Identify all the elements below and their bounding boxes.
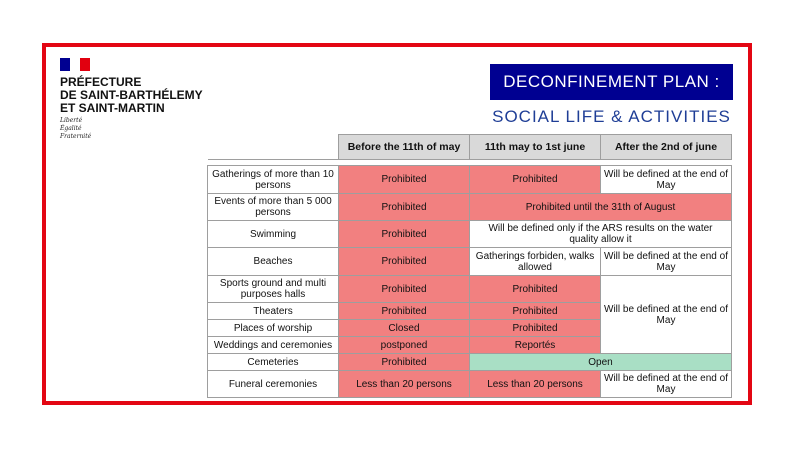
cell-mid: Prohibited	[470, 303, 601, 320]
cell-before: Prohibited	[339, 303, 470, 320]
motto-egalite: Égalité	[60, 125, 82, 132]
table-row	[208, 276, 732, 303]
cell-before: postponed	[339, 337, 470, 354]
cell-before: Prohibited	[339, 221, 470, 248]
cell-before: Prohibited	[339, 194, 470, 221]
cell-before: Closed	[339, 320, 470, 337]
column-header-after: After the 2nd of june	[601, 135, 732, 160]
activity-swimming: Swimming	[208, 221, 339, 248]
activity-beaches: Beaches	[208, 248, 339, 276]
cell-after-group: Will be defined at the end of May	[601, 276, 732, 354]
cell-after: Will be defined at the end of May	[601, 248, 732, 276]
prefecture-name	[60, 76, 260, 115]
flag-red-stripe	[80, 58, 90, 71]
prefecture-line-3: ET SAINT-MARTIN	[60, 101, 165, 115]
column-header-before: Before the 11th of may	[339, 135, 470, 160]
column-header-mid: 11th may to 1st june	[470, 135, 601, 160]
cell-after: Will be defined at the end of May	[601, 371, 732, 398]
table-row	[208, 354, 732, 371]
table-row	[208, 166, 732, 194]
cell-before: Prohibited	[339, 248, 470, 276]
cell-before: Prohibited	[339, 166, 470, 194]
table-row	[208, 221, 732, 248]
page-title: DECONFINEMENT PLAN :	[490, 64, 733, 100]
header-blank-cell	[208, 135, 339, 160]
table-row	[208, 248, 732, 276]
page-subtitle: SOCIAL LIFE & ACTIVITIES	[492, 107, 731, 126]
prefecture-line-1: PRÉFECTURE	[60, 75, 142, 89]
activity-events: Events of more than 5 000 persons	[208, 194, 339, 221]
french-flag-icon	[60, 58, 90, 71]
cell-before: Prohibited	[339, 354, 470, 371]
activity-places-of-worship: Places of worship	[208, 320, 339, 337]
cell-before: Prohibited	[339, 276, 470, 303]
cell-mid: Less than 20 persons	[470, 371, 601, 398]
table-row	[208, 194, 732, 221]
motto-liberte: Liberté	[60, 117, 83, 124]
cell-mid-after: Open	[470, 354, 732, 371]
republic-motto	[60, 117, 91, 141]
flag-blue-stripe	[60, 58, 70, 71]
activity-cemeteries: Cemeteries	[208, 354, 339, 371]
cell-mid: Reportés	[470, 337, 601, 354]
activity-sports-grounds: Sports ground and multi purposes halls	[208, 276, 339, 303]
cell-mid: Prohibited	[470, 320, 601, 337]
deconfinement-table	[207, 134, 732, 398]
cell-mid-after: Prohibited until the 31th of August	[470, 194, 732, 221]
activity-funeral-ceremonies: Funeral ceremonies	[208, 371, 339, 398]
cell-mid-after: Will be defined only if the ARS results on the water quality allow it	[470, 221, 732, 248]
prefecture-line-2: DE SAINT-BARTHÉLEMY	[60, 88, 203, 102]
cell-mid: Prohibited	[470, 276, 601, 303]
cell-mid: Prohibited	[470, 166, 601, 194]
cell-before: Less than 20 persons	[339, 371, 470, 398]
table-row	[208, 371, 732, 398]
activity-theaters: Theaters	[208, 303, 339, 320]
cell-after: Will be defined at the end of May	[601, 166, 732, 194]
activity-gatherings: Gatherings of more than 10 persons	[208, 166, 339, 194]
motto-fraternite: Fraternité	[60, 133, 92, 140]
activity-weddings: Weddings and ceremonies	[208, 337, 339, 354]
cell-mid: Gatherings forbiden, walks allowed	[470, 248, 601, 276]
flag-white-stripe	[70, 58, 80, 71]
